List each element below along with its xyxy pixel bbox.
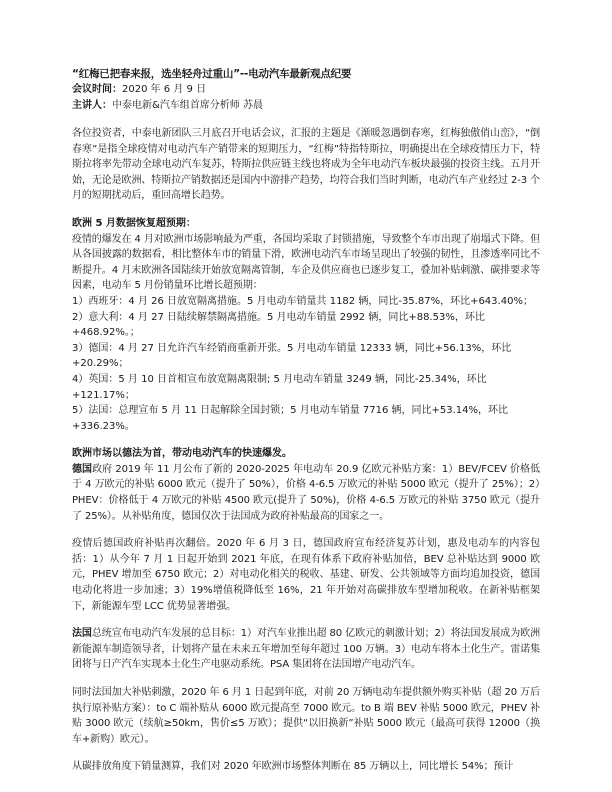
germany-france-heading: 欧洲市场以德法为首，带动电动汽车的快速爆发。: [72, 448, 292, 460]
speaker-label: 主讲人：: [72, 100, 112, 111]
europe-item-italy: 2）意大利：4 月 27 日陆续解禁隔离措施。5 月电动车销量 2992 辆，同比+88.53%，环比+468.92%。；: [72, 311, 485, 339]
europe-item-spain: 1）西班牙：4 月 26 日放宽隔离措施。5 月电动车销量共 1182 辆，同比-35.87%，环比+643.40%；: [72, 295, 533, 307]
europe-item-uk: 4）英国：5 月 10 日首相宣布放宽隔离限制; 5 月电动车销量 3249 辆，同比-25.34%，环比+121.17%；: [72, 373, 487, 401]
forecast-paragraph: 从碳排放角度下销量测算，我们对 2020 年欧洲市场整体判断在 85 万辆以上，同比增长 54%；预计: [72, 761, 514, 773]
germany-lead: 德国: [72, 463, 93, 475]
speaker: [72, 98, 540, 114]
france-lead: 法国: [72, 628, 92, 640]
europe-item-france: 5）法国：总理宣布 5 月 11 日起解除全国封锁；5 月电动车销量 7716 辆，同比+53.14%，环比+336.23%。: [72, 405, 509, 432]
france-subsidy-paragraph: 同时法国加大补贴刺激，2020 年 6 月 1 日起到年底，对前 20 万辆电动车提供额外购买补贴（超 20 万后执行原补贴方案）：to C 端补贴从 6000 欧元提高至 7000 欧元。to B 端 BEV 补贴 5000 欧元，PHEV 补贴 3000 欧元（续航≥50km，售价≤5 万欧）；提供“以旧换新”补贴 5000 欧元（最高可获得 12000（换车+新购）欧元）。: [72, 687, 540, 745]
meeting-time: [72, 82, 540, 98]
document-page: [72, 66, 540, 775]
germany-body: 政府 2019 年 11 月公布了新的 2020-2025 年电动车 20.9 亿欧元补贴方案：1）BEV/FCEV 价格低于 4 万欧元的补贴 6000 欧元（提升了 50%），价格 4-6.5 万欧元的补贴 5000 欧元（提升了 25%）；2）PHEV：价格低于 4 万欧元的补贴 4500 欧元(提升了 50%)，价格 4-6.5 万欧元的补贴 3750 欧元（提升了 25%）。从补贴角度，德国仅次于法国成为政府补贴最高的国家之一。: [72, 463, 540, 522]
speaker-value: 中泰电新&汽车组首席分析师 苏晨: [112, 100, 263, 111]
europe-heading: 欧洲 5 月数据恢复超预期：: [72, 217, 196, 229]
meeting-time-value: 2020 年 6 月 9 日: [122, 84, 207, 95]
intro-paragraph: 各位投资者，中泰电新团队三月底召开电话会议，汇报的主题是《渐暖忽遇倒春寒，红梅独傲俏山峦》，“倒春寒”是指全球疫情对电动汽车产销带来的短期压力，“红梅”特指特斯拉，明确提出在全球疫情压力下，特斯拉将率先带动全球电动汽车复苏，特斯拉供应链主线也将成为全年电动汽车板块最强的投资主线。五月开始，无论是欧洲、特斯拉产销数据还是国内中游排产趋势，均符合我们当时判断，电动汽车产业经过 2-3 个月的短期扰动后，重回高增长趋势。: [72, 128, 540, 202]
europe-body: 疫情的爆发在 4 月对欧洲市场影响最为严重，各国均采取了封锁措施，导致整个车市出现了崩塌式下降。但从各国披露的数据看，相比整体车市的销量下滑，欧洲电动汽车市场呈现出了较强的韧性，且渗透率同比不断提升。4 月末欧洲各国陆续开始放宽隔离管制，车企及供应商也已逐步复工，叠加补贴刺激、碳排要求等因素，电动车 5 月份销量环比增长超预期：: [72, 233, 540, 292]
document-title: “红梅已把春来报，选坐轻舟过重山”--电动汽车最新观点纪要: [72, 68, 352, 80]
germany-paragraph: [72, 462, 540, 524]
france-body: 总统宣布电动汽车发展的总目标：1）对汽车业推出超 80 亿欧元的刺激计划；2）将法国发展成为欧洲新能源车制造领导者，计划将产量在未来五年增加至每年超过 100 万辆。3）电动车将本土化生产。雷诺集团将与日产汽车实现本土化生产电驱动系统。PSA 集团将在法国增产电动汽车。: [72, 628, 540, 671]
france-paragraph: [72, 626, 540, 673]
germany-post-paragraph: 疫情后德国政府补贴再次翻倍。2020 年 6 月 3 日，德国政府宣布经济复苏计划，惠及电动车的内容包括：1）从今年 7 月 1 日起开始到 2021 年底，在现有体系下政府补贴加倍，BEV 总补贴达到 9000 欧元，PHEV 增加至 6750 欧元；2）对电动化相关的税收、基建、研发、公共领域等方面均追加投资，德国电动化将进一步加速；3）19%增值税降低至 16%，21 年开始对高碳排放车型增加税收。在新补贴框架下，新能源车型 LCC 优势显著增强。: [72, 538, 540, 612]
europe-item-germany: 3）德国：4 月 27 日允许汽车经销商重新开张。5 月电动车销量 12333 辆，同比+56.13%，环比+20.29%；: [72, 342, 512, 370]
meeting-time-label: 会议时间：: [72, 84, 122, 95]
